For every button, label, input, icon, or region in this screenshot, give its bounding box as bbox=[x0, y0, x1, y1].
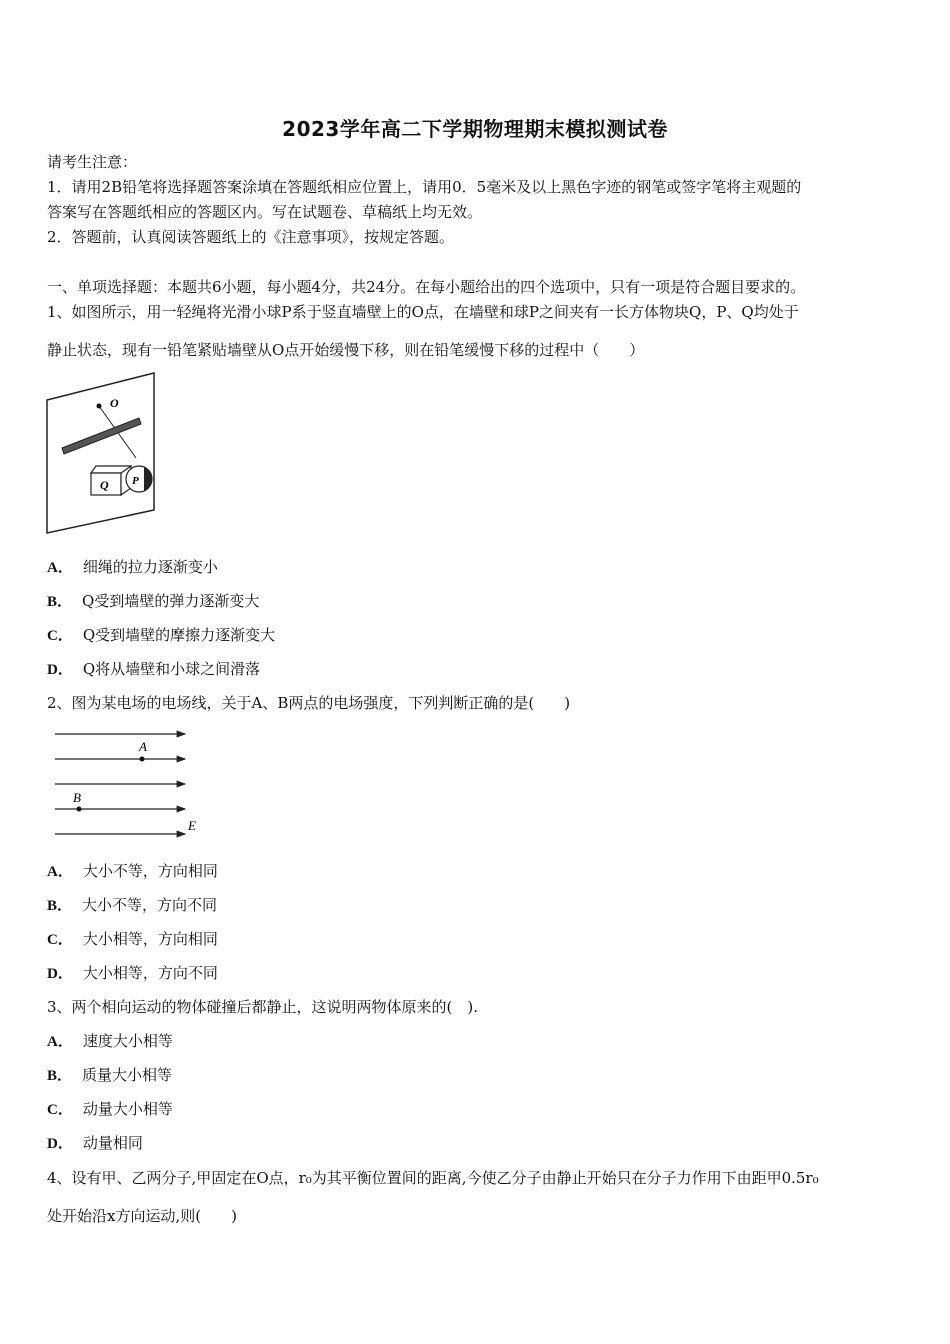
question-1-stem-line-1: 1、如图所示，用一轻绳将光滑小球P系于竖直墙壁上的O点，在墙壁和球P之间夹有一长方体物块Q，P、Q均处于 bbox=[47, 303, 799, 321]
option-key: D． bbox=[47, 1136, 73, 1152]
option-text: 质量大小相等 bbox=[82, 1066, 173, 1084]
option-key: B． bbox=[47, 594, 73, 610]
question-3-option-c bbox=[47, 1099, 173, 1120]
option-key: B． bbox=[47, 898, 73, 914]
question-1-option-d bbox=[47, 659, 260, 680]
question-2-option-a bbox=[47, 861, 218, 882]
option-text: 大小相等，方向相同 bbox=[82, 930, 218, 948]
option-key: A． bbox=[47, 1034, 73, 1050]
question-3-option-d bbox=[47, 1133, 143, 1154]
question-1-option-b bbox=[47, 591, 259, 612]
option-text: 动量相同 bbox=[82, 1134, 143, 1152]
option-key: A． bbox=[47, 864, 73, 880]
figure-label-e: E bbox=[188, 818, 196, 833]
option-key: C． bbox=[47, 1102, 73, 1118]
question-2-figure bbox=[52, 726, 212, 840]
question-2-option-b bbox=[47, 895, 217, 916]
question-1-stem-line-2: 静止状态，现有一铅笔紧贴墙壁从O点开始缓慢下移，则在铅笔缓慢下移的过程中（ ） bbox=[47, 341, 645, 359]
question-3-option-b bbox=[47, 1065, 172, 1086]
question-3-stem: 3、两个相向运动的物体碰撞后都静止，这说明两物体原来的( ). bbox=[47, 998, 479, 1016]
option-text: 动量大小相等 bbox=[82, 1100, 173, 1118]
page-title: 2023学年高二下学期物理期末模拟测试卷 bbox=[282, 117, 668, 141]
option-text: Q受到墙壁的摩擦力逐渐变大 bbox=[82, 626, 276, 644]
option-key: B． bbox=[47, 1068, 73, 1084]
option-key: A． bbox=[47, 560, 73, 576]
option-text: 速度大小相等 bbox=[82, 1032, 173, 1050]
option-text: 大小不等，方向不同 bbox=[82, 896, 218, 914]
notice-item-2: 2．答题前，认真阅读答题纸上的《注意事项》，按规定答题。 bbox=[47, 228, 455, 246]
option-key: C． bbox=[47, 932, 73, 948]
section-heading: 一、单项选择题：本题共6小题，每小题4分，共24分。在每小题给出的四个选项中，只有一项是符合题目要求的。 bbox=[47, 278, 806, 296]
question-1-option-a bbox=[47, 557, 218, 578]
option-text: 细绳的拉力逐渐变小 bbox=[82, 558, 218, 576]
question-1-figure bbox=[44, 370, 156, 536]
question-1-option-c bbox=[47, 625, 275, 646]
notice-heading: 请考生注意： bbox=[47, 153, 138, 171]
figure-label-p: P bbox=[132, 475, 139, 487]
notice-item-1-line-1: 1．请用2B铅笔将选择题答案涂填在答题纸相应位置上，请用0．5毫米及以上黑色字迹的钢笔或签字笔将主观题的 bbox=[47, 178, 802, 196]
option-key: C． bbox=[47, 628, 73, 644]
question-2-option-d bbox=[47, 963, 218, 984]
option-text: 大小不等，方向相同 bbox=[82, 862, 218, 880]
figure-label-a: A bbox=[139, 739, 147, 754]
question-4-stem-line-1: 4、设有甲、乙两分子,甲固定在O点，r₀为其平衡位置间的距离,今使乙分子由静止开始只在分子力作用下由距甲0.5r₀ bbox=[47, 1169, 819, 1187]
figure-label-o: O bbox=[110, 396, 119, 410]
question-2-stem: 2、图为某电场的电场线，关于A、B两点的电场强度，下列判断正确的是( ) bbox=[47, 694, 571, 712]
question-2-option-c bbox=[47, 929, 218, 950]
notice-item-1-line-2: 答案写在答题纸相应的答题区内。写在试题卷、草稿纸上均无效。 bbox=[47, 203, 483, 221]
question-4-stem-line-2: 处开始沿x方向运动,则( ) bbox=[47, 1207, 237, 1225]
figure-label-b: B bbox=[73, 790, 81, 805]
option-text: 大小相等，方向不同 bbox=[82, 964, 218, 982]
figure-label-q: Q bbox=[100, 478, 109, 492]
question-3-option-a bbox=[47, 1031, 173, 1052]
option-key: D． bbox=[47, 966, 73, 982]
option-key: D． bbox=[47, 662, 73, 678]
option-text: Q受到墙壁的弹力逐渐变大 bbox=[82, 592, 260, 610]
option-text: Q将从墙壁和小球之间滑落 bbox=[82, 660, 261, 678]
